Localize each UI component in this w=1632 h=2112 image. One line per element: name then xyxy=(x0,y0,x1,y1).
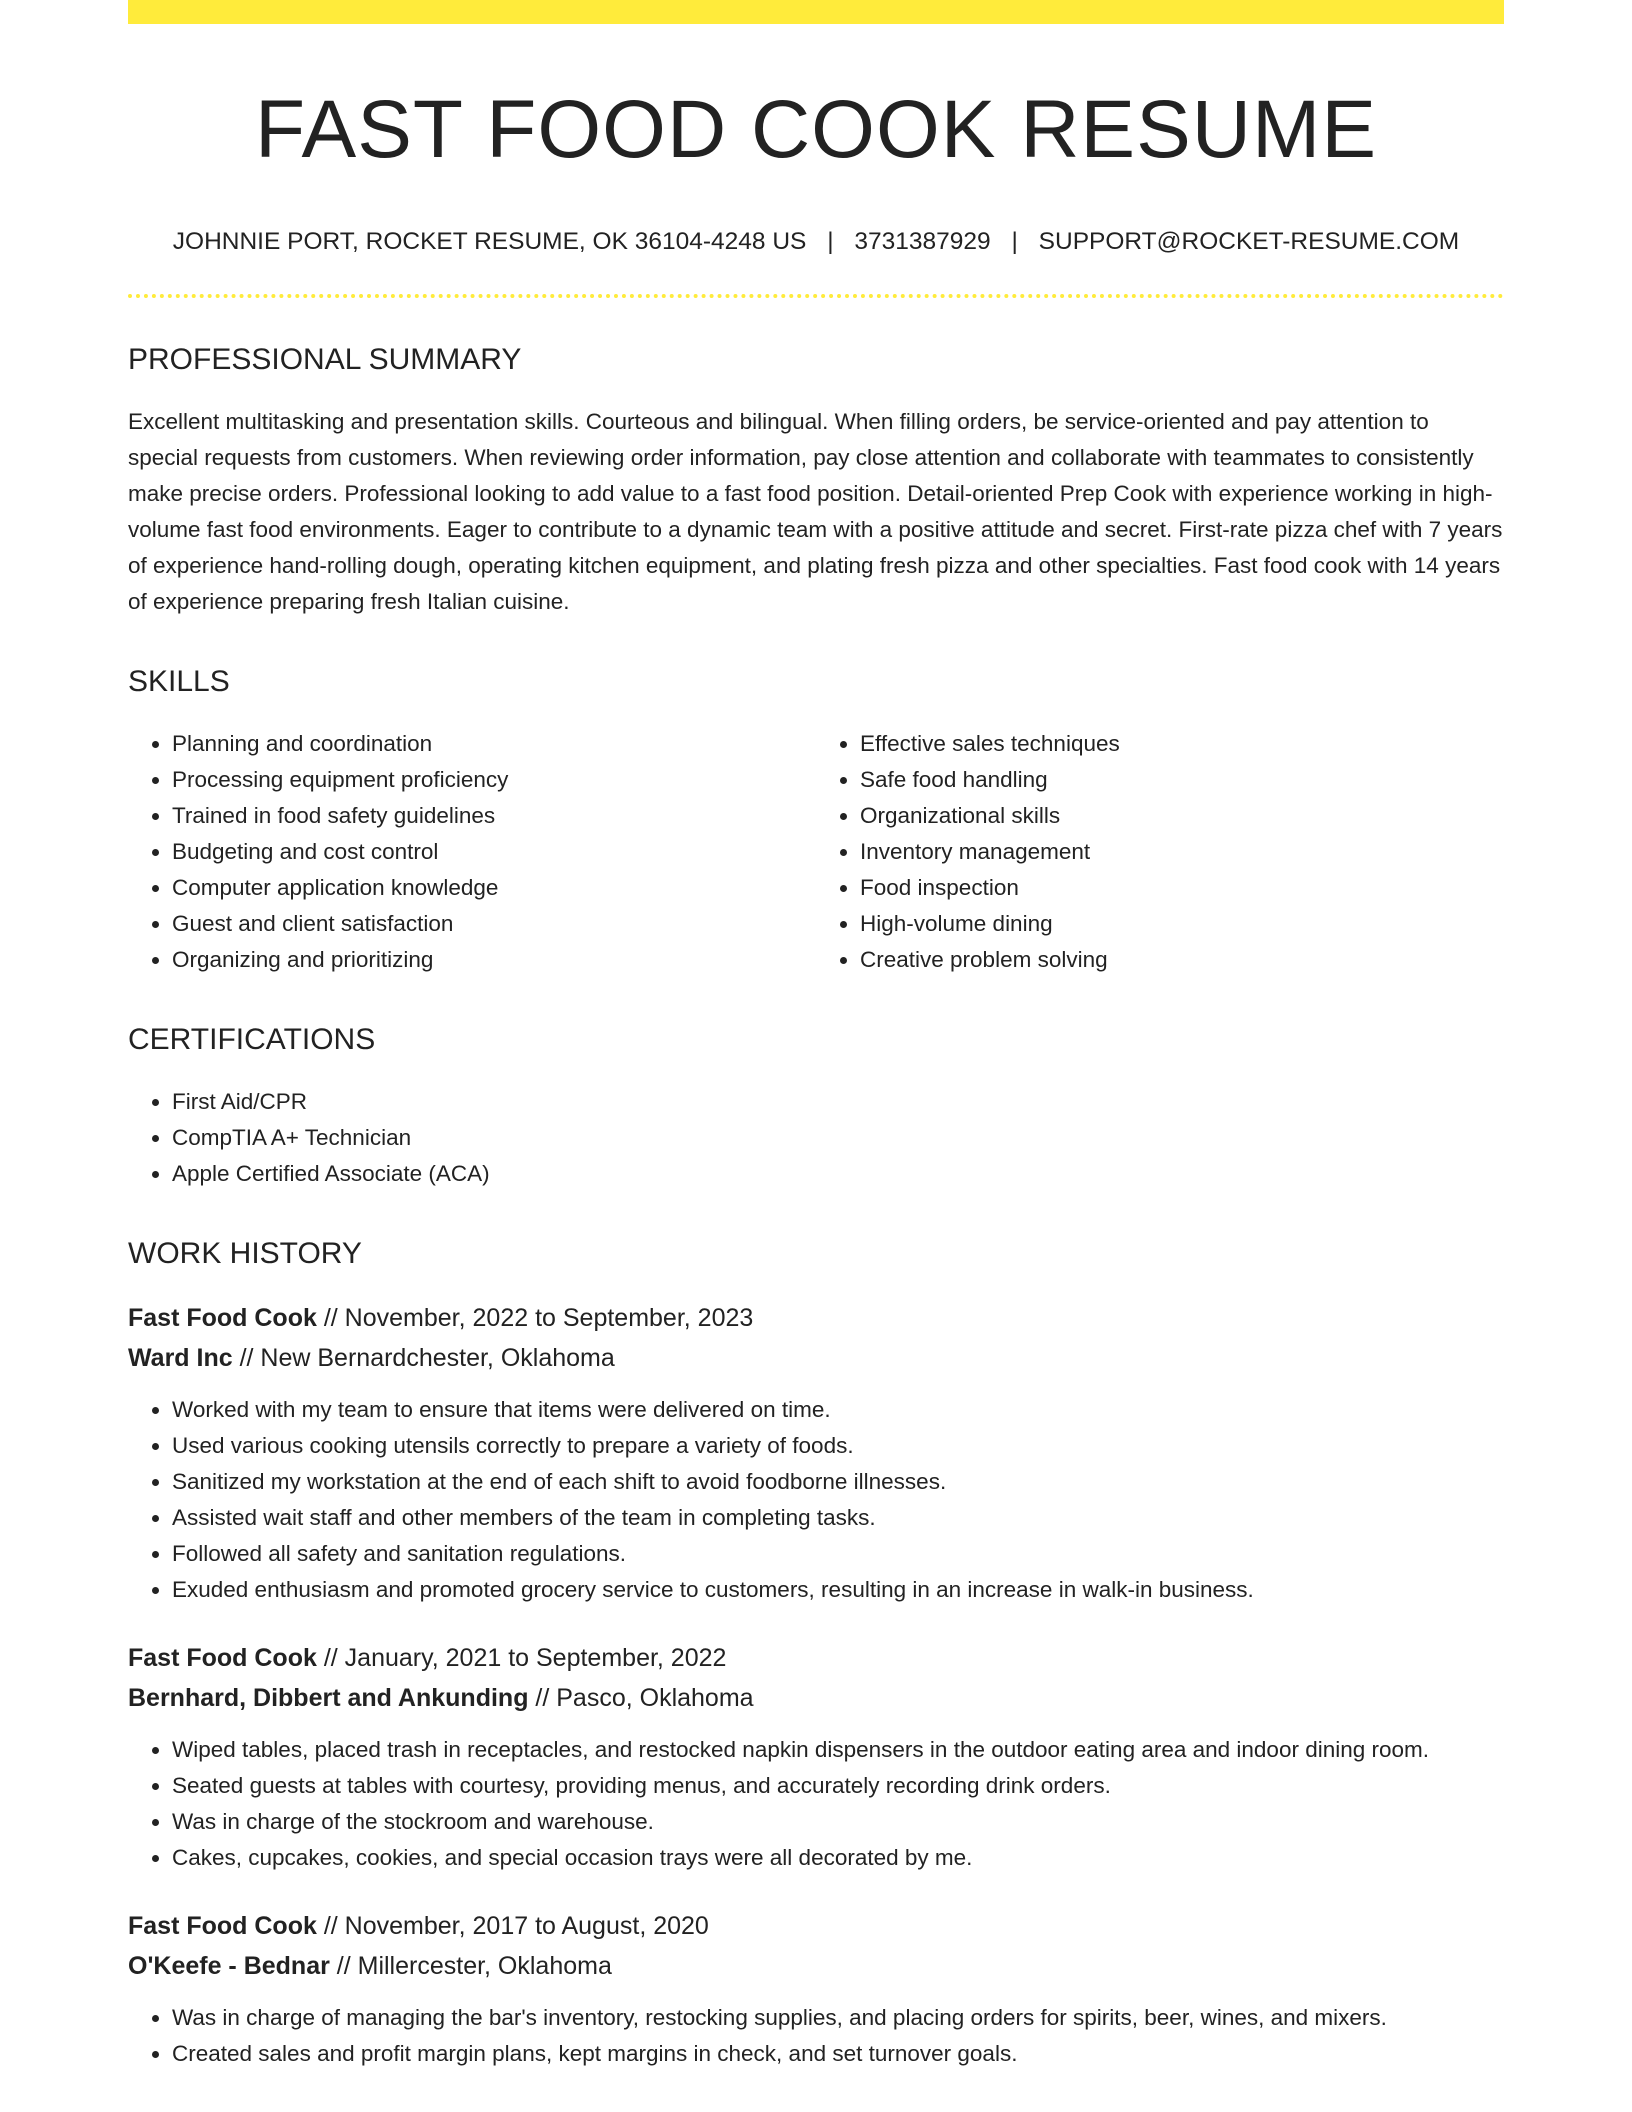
certification-item: • Apple Certified Associate (ACA) xyxy=(172,1156,1504,1192)
job-bullets xyxy=(128,2000,1504,2072)
skills-list-left xyxy=(128,726,816,978)
job-title: Fast Food Cook xyxy=(128,1304,317,1332)
contact-phone: 3731387929 xyxy=(854,228,991,255)
job-dates: // November, 2022 to September, 2023 xyxy=(316,1304,754,1332)
dotted-divider xyxy=(128,294,1504,298)
skill-item: • Inventory management xyxy=(860,834,1504,870)
skill-item: • Planning and coordination xyxy=(172,726,816,762)
contact-email: SUPPORT@ROCKET-RESUME.COM xyxy=(1038,228,1460,255)
skills-grid xyxy=(128,726,1504,978)
skill-item: • Computer application knowledge xyxy=(172,870,816,906)
job-bullet: • Sanitized my workstation at the end of each shift to avoid foodborne illnesses. xyxy=(172,1464,1504,1500)
certifications-list xyxy=(128,1084,1504,1192)
job-entry xyxy=(128,1638,1504,1876)
job-title: Fast Food Cook xyxy=(128,1644,317,1672)
resume-content xyxy=(128,24,1504,2072)
summary-text: Excellent multitasking and presentation skills. Courteous and bilingual. When filling orders, be service-oriented and pay attention to special requests from customers. When reviewing order information, pay close attention and collaborate with teammates to consistently make precise orders. Professional looking to add value to a fast food position. Detail-oriented Prep Cook with experience working in high-volume fast food environments. Eager to contribute to a dynamic team with a positive attitude and secret. First-rate pizza chef with 7 years of experience hand-rolling dough, operating kitchen equipment, and plating fresh pizza and other specialties. Fast food cook with 14 years of experience preparing fresh Italian cuisine. xyxy=(128,409,1503,614)
skill-item: • Budgeting and cost control xyxy=(172,834,816,870)
section-heading-skills: SKILLS xyxy=(128,665,230,698)
skill-item: • Organizational skills xyxy=(860,798,1504,834)
contact-line xyxy=(128,226,1504,258)
skill-item: • Processing equipment proficiency xyxy=(172,762,816,798)
skill-item: • Safe food handling xyxy=(860,762,1504,798)
job-bullets xyxy=(128,1732,1504,1876)
job-location: // New Bernardchester, Oklahoma xyxy=(232,1344,615,1372)
job-title-line xyxy=(128,1298,1504,1338)
job-bullet: • Worked with my team to ensure that items were delivered on time. xyxy=(172,1392,1504,1428)
contact-separator: | xyxy=(1011,228,1018,255)
job-bullet: • Followed all safety and sanitation regulations. xyxy=(172,1536,1504,1572)
job-title: Fast Food Cook xyxy=(128,1912,317,1940)
job-bullet: • Was in charge of the stockroom and warehouse. xyxy=(172,1804,1504,1840)
job-company: O'Keefe - Bednar xyxy=(128,1952,330,1980)
skill-item: • Trained in food safety guidelines xyxy=(172,798,816,834)
job-bullet: • Used various cooking utensils correctly to prepare a variety of foods. xyxy=(172,1428,1504,1464)
job-entry xyxy=(128,1906,1504,2072)
job-company: Bernhard, Dibbert and Ankunding xyxy=(128,1684,529,1712)
skill-item: • Organizing and prioritizing xyxy=(172,942,816,978)
certification-item: • CompTIA A+ Technician xyxy=(172,1120,1504,1156)
contact-separator: | xyxy=(827,228,834,255)
job-entry xyxy=(128,1298,1504,1608)
job-bullet: • Seated guests at tables with courtesy, providing menus, and accurately recording drink orders. xyxy=(172,1768,1504,1804)
skill-item: • Food inspection xyxy=(860,870,1504,906)
section-heading-summary: PROFESSIONAL SUMMARY xyxy=(128,343,522,376)
job-company: Ward Inc xyxy=(128,1344,233,1372)
job-bullet: • Assisted wait staff and other members of the team in completing tasks. xyxy=(172,1500,1504,1536)
top-accent-bar xyxy=(128,0,1504,24)
job-bullet: • Was in charge of managing the bar's inventory, restocking supplies, and placing orders for spirits, beer, wines, and mixers. xyxy=(172,2000,1504,2036)
job-location: // Pasco, Oklahoma xyxy=(528,1684,754,1712)
job-bullet: • Created sales and profit margin plans, kept margins in check, and set turnover goals. xyxy=(172,2036,1504,2072)
skill-item: • Creative problem solving xyxy=(860,942,1504,978)
job-company-line xyxy=(128,1946,1504,1986)
certification-item: • First Aid/CPR xyxy=(172,1084,1504,1120)
contact-address: JOHNNIE PORT, ROCKET RESUME, OK 36104-4248 US xyxy=(172,228,807,255)
skill-item: • Effective sales techniques xyxy=(860,726,1504,762)
section-heading-work-history: WORK HISTORY xyxy=(128,1237,362,1270)
job-title-line xyxy=(128,1906,1504,1946)
job-dates: // November, 2017 to August, 2020 xyxy=(316,1912,709,1940)
section-heading-certifications: CERTIFICATIONS xyxy=(128,1023,376,1056)
job-company-line xyxy=(128,1678,1504,1718)
job-bullet: • Cakes, cupcakes, cookies, and special occasion trays were all decorated by me. xyxy=(172,1840,1504,1876)
skills-list-right xyxy=(816,726,1504,978)
job-bullet: • Wiped tables, placed trash in receptacles, and restocked napkin dispensers in the outdoor eating area and indoor dining room. xyxy=(172,1732,1504,1768)
job-bullet: • Exuded enthusiasm and promoted grocery service to customers, resulting in an increase in walk-in business. xyxy=(172,1572,1504,1608)
page-title: FAST FOOD COOK RESUME xyxy=(254,84,1378,175)
skill-item: • Guest and client satisfaction xyxy=(172,906,816,942)
job-bullets xyxy=(128,1392,1504,1608)
job-title-line xyxy=(128,1638,1504,1678)
job-dates: // January, 2021 to September, 2022 xyxy=(316,1644,727,1672)
job-company-line xyxy=(128,1338,1504,1378)
job-location: // Millercester, Oklahoma xyxy=(329,1952,612,1980)
skill-item: • High-volume dining xyxy=(860,906,1504,942)
